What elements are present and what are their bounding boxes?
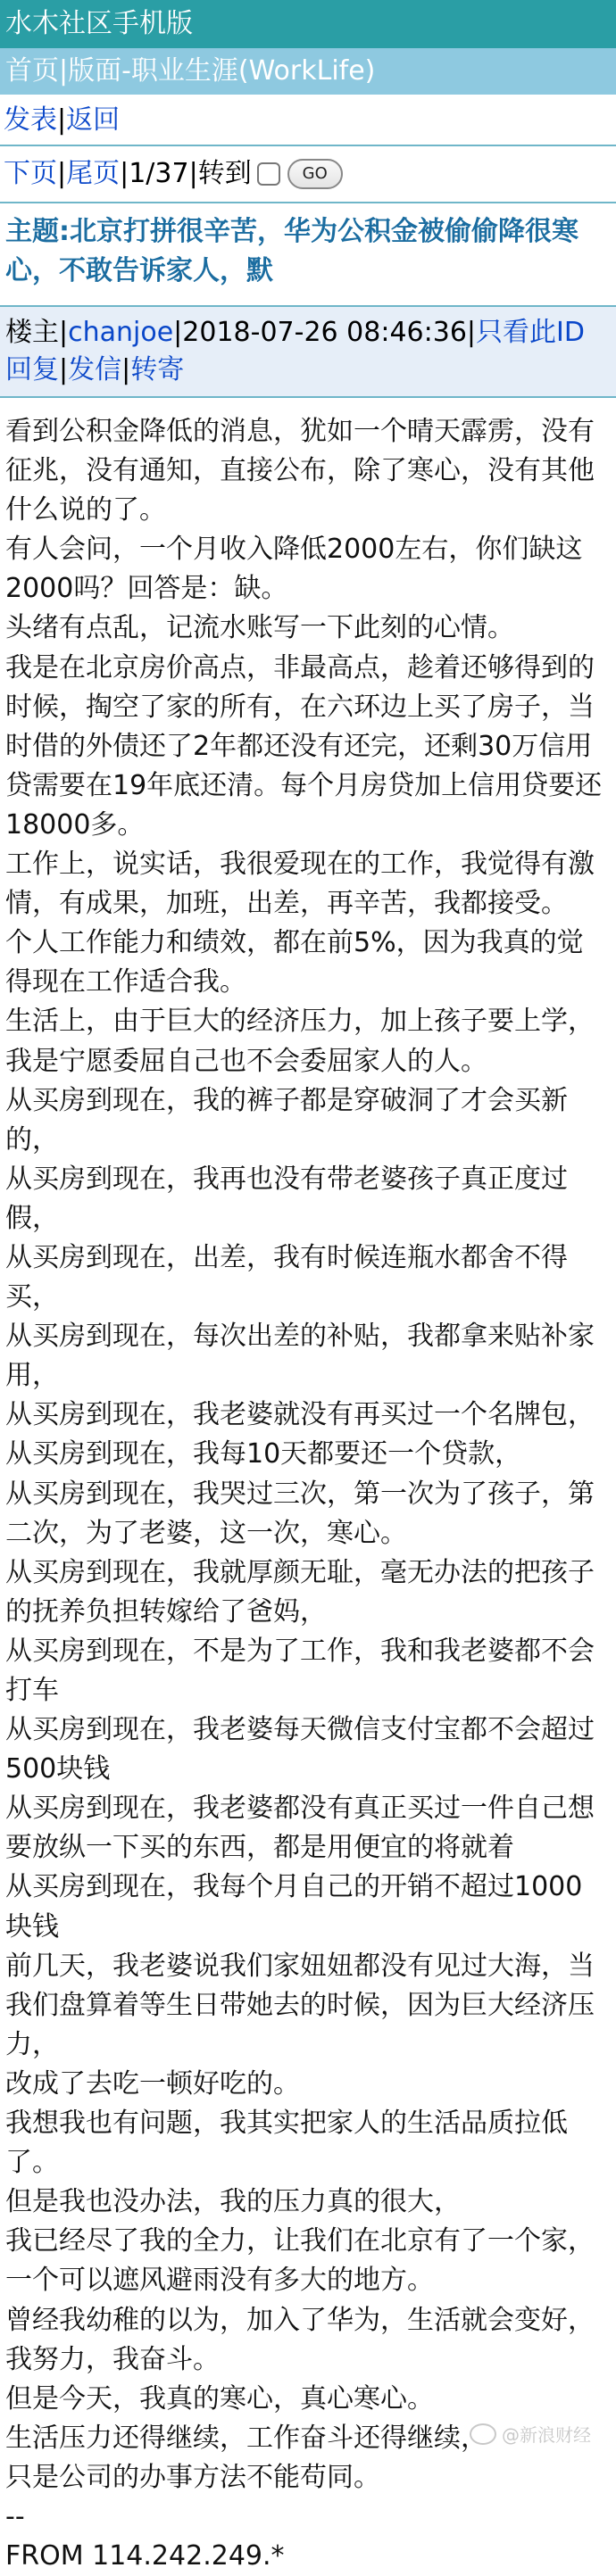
- post-paragraph: 从买房到现在，我老婆都没有真正买过一件自己想要放纵一下买的东西，都是用便宜的将就着: [5, 1793, 595, 1864]
- post-body: [0, 398, 616, 2576]
- post-paragraph: 从买房到现在，我的裤子都是穿破洞了才会买新的，: [5, 1084, 568, 1155]
- jump-label: 转到: [197, 158, 252, 189]
- pager-separator: |: [120, 158, 129, 189]
- post-meta-line: [5, 314, 611, 352]
- page-indicator: 1/37: [129, 158, 189, 189]
- post-paragraph: 但是我也没办法，我的压力真的很大，: [5, 2186, 461, 2218]
- back-link[interactable]: 返回: [66, 104, 121, 136]
- post-paragraph: 个人工作能力和绩效，都在前5%，因为我真的觉得现在工作适合我。: [5, 927, 584, 998]
- post-paragraph: 头绪有点乱，记流水账写一下此刻的心情。: [5, 612, 514, 644]
- post-paragraph: 从买房到现在，我哭过三次，第一次为了孩子，第二次，为了老婆，这一次，寒心。: [5, 1478, 595, 1549]
- breadcrumb-separator: |: [59, 55, 69, 87]
- post-paragraph: 生活压力还得继续，工作奋斗还得继续，: [5, 2422, 487, 2454]
- post-header: [0, 307, 616, 398]
- action-separator: |: [57, 104, 67, 136]
- post-paragraph: 从买房到现在，我老婆就没有再买过一个名牌包，: [5, 1399, 595, 1431]
- weibo-logo-icon: [470, 2423, 496, 2445]
- jump-page-checkbox[interactable]: [257, 162, 280, 186]
- post-new-link[interactable]: 发表: [4, 104, 57, 136]
- meta-separator: |: [173, 317, 183, 348]
- breadcrumb: [0, 48, 616, 95]
- post-paragraph: 前几天，我老婆说我们家妞妞都没有见过大海，当我们盘算着等生日带她去的时候，因为巨大经济压力，: [5, 1950, 595, 2060]
- post-paragraph: 我是在北京房价高点，非最高点，趁着还够得到的时候，掏空了家的所有，在六环边上买了房子，当时借的外债还了2年都还没有还完，还剩30万信用贷需要在19年底还清。每个月房贷加上信用贷要还18000多。: [5, 651, 603, 841]
- go-button[interactable]: GO: [287, 159, 343, 189]
- action-bar: [0, 95, 616, 146]
- post-paragraph: 看到公积金降低的消息，犹如一个晴天霹雳，没有征兆，没有通知，直接公布，除了寒心，没有其他什么说的了。: [5, 416, 595, 526]
- meta-separator: |: [466, 317, 477, 348]
- meta-separator: |: [59, 317, 69, 348]
- post-source-ip: FROM 114.242.249.*: [5, 2540, 285, 2572]
- reply-link[interactable]: 回复: [5, 354, 59, 385]
- post-paragraph: 从买房到现在，每次出差的补贴，我都拿来贴补家用，: [5, 1321, 595, 1392]
- last-page-link[interactable]: 尾页: [66, 158, 121, 189]
- meta-separator: |: [59, 354, 69, 385]
- post-paragraph: 从买房到现在，出差，我有时候连瓶水都舍不得买，: [5, 1241, 568, 1313]
- signature-separator: --: [5, 2500, 25, 2532]
- forward-link[interactable]: 转寄: [130, 354, 185, 385]
- message-link[interactable]: 发信: [68, 354, 122, 385]
- post-paragraph: 生活上，由于巨大的经济压力，加上孩子要上学，我是宁愿委屈自己也不会委屈家人的人。: [5, 1006, 595, 1077]
- post-paragraph: 从买房到现在，不是为了工作，我和我老婆都不会打车: [5, 1635, 595, 1706]
- topic-title: 主题:北京打拼很辛苦，华为公积金被偷偷降很寒心，不敢告诉家人，默: [0, 203, 616, 307]
- post-paragraph: 曾经我幼稚的以为，加入了华为，生活就会变好，我努力，我奋斗。: [5, 2304, 595, 2375]
- pager-separator: |: [57, 158, 67, 189]
- board-link[interactable]: 版面-职业生涯(WorkLife): [68, 55, 376, 87]
- site-header: [0, 0, 616, 48]
- author-label: 楼主: [5, 317, 59, 348]
- post-paragraph: 但是今天，我真的寒心，真心寒心。: [5, 2382, 434, 2414]
- pager: [0, 146, 616, 203]
- next-page-link[interactable]: 下页: [4, 158, 57, 189]
- post-timestamp: 2018-07-26 08:46:36: [182, 317, 467, 348]
- post-paragraph: 只是公司的办事方法不能苟同。: [5, 2461, 380, 2493]
- site-title: 水木社区手机版: [5, 8, 193, 39]
- meta-separator: |: [121, 354, 131, 385]
- post-paragraph: 改成了去吃一顿好吃的。: [5, 2067, 300, 2100]
- post-paragraph: 有人会问，一个月收入降低2000左右，你们缺这2000吗？回答是：缺。: [5, 534, 583, 605]
- watermark-text: @新浪财经: [502, 2424, 591, 2446]
- post-paragraph: 从买房到现在，我老婆每天微信支付宝都不会超过500块钱: [5, 1714, 595, 1785]
- only-author-link[interactable]: 只看此ID: [476, 317, 585, 348]
- post-paragraph: 从买房到现在，我每个月自己的开销不超过1000块钱: [5, 1871, 583, 1942]
- post-paragraph: 从买房到现在，我就厚颜无耻，毫无办法的把孩子的抚养负担转嫁给了爸妈，: [5, 1556, 595, 1628]
- author-link[interactable]: chanjoe: [68, 317, 174, 348]
- watermark: [470, 2421, 591, 2447]
- post-paragraph: 我已经尽了我的全力，让我们在北京有了一个家，一个可以遮风避雨没有多大的地方。: [5, 2225, 595, 2297]
- pager-separator: |: [188, 158, 198, 189]
- post-actions: [5, 352, 611, 389]
- post-paragraph: 从买房到现在，我再也没有带老婆孩子真正度过假，: [5, 1163, 568, 1234]
- post-paragraph: 我想我也有问题，我其实把家人的生活品质拉低了。: [5, 2108, 568, 2179]
- post-paragraph: 工作上，说实话，我很爱现在的工作，我觉得有激情，有成果，加班，出差，再辛苦，我都接受。: [5, 849, 595, 920]
- post-paragraph: 从买房到现在，我每10天都要还一个贷款，: [5, 1438, 522, 1470]
- home-link[interactable]: 首页: [5, 55, 59, 87]
